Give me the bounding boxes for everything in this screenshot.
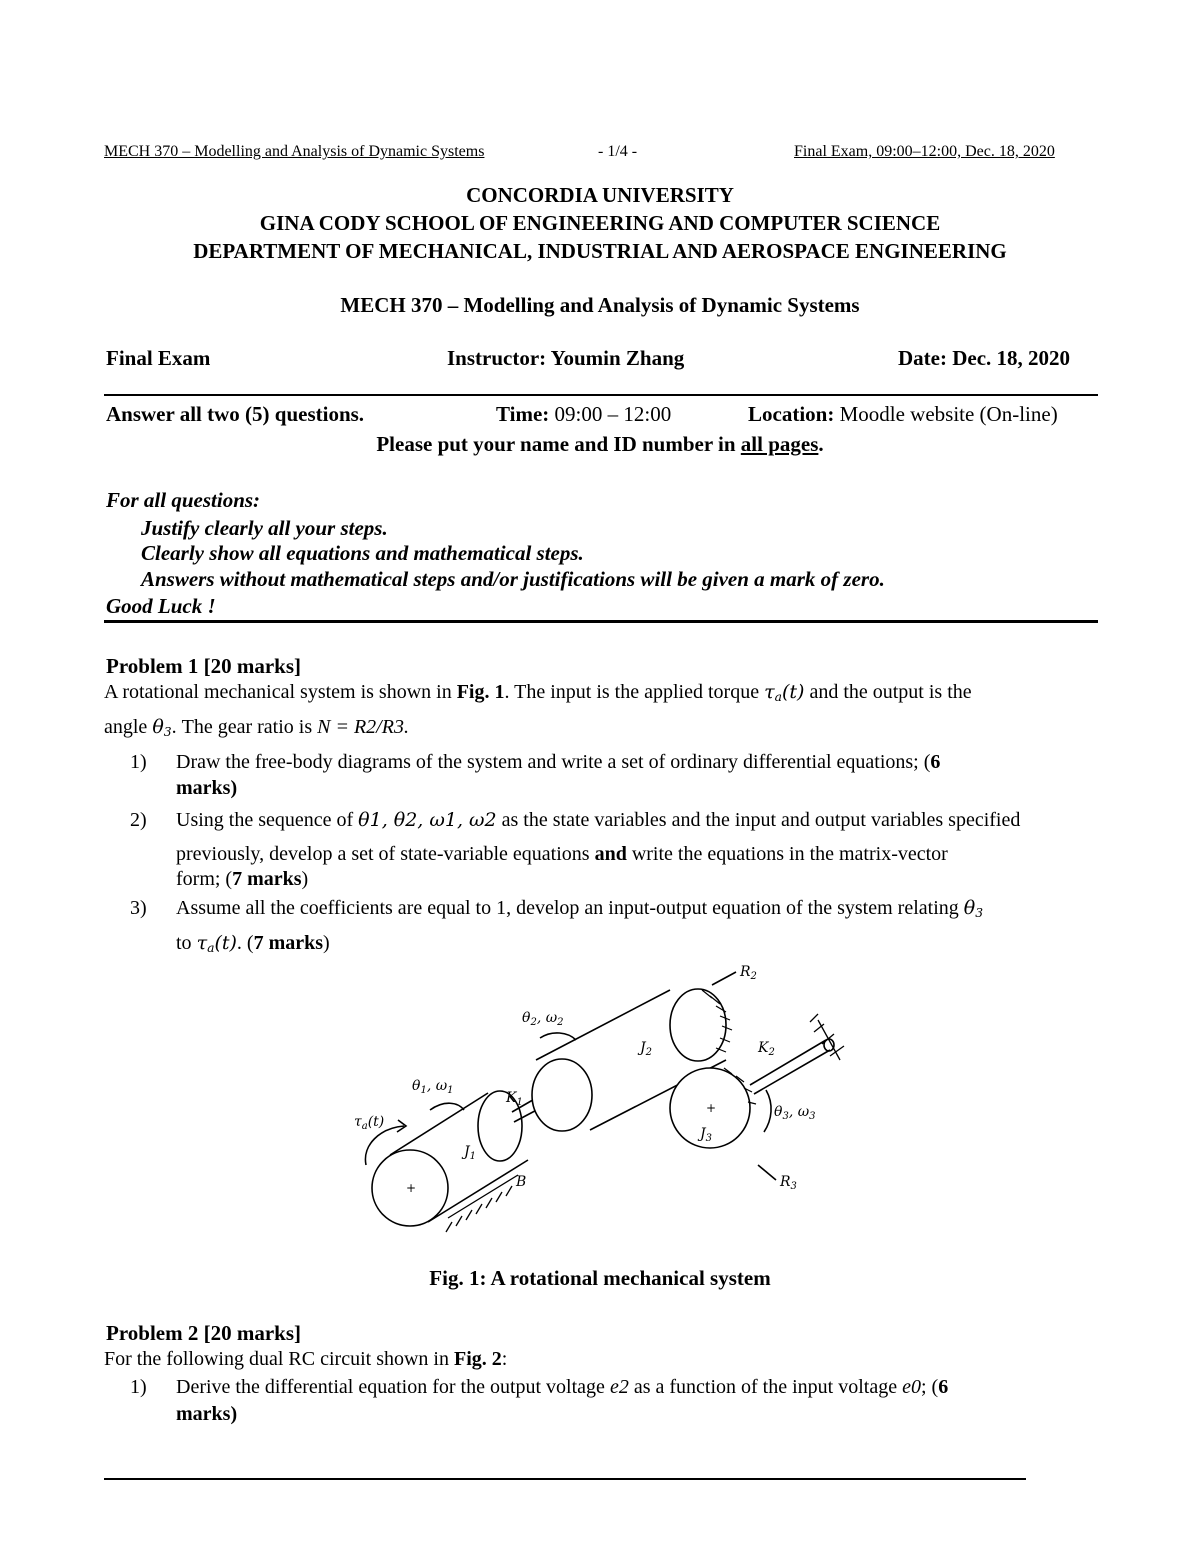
header-course: MECH 370 – Modelling and Analysis of Dynamic Systems: [104, 143, 485, 160]
label-tau: $\tau_a(t)$: [354, 1114, 385, 1132]
figure-1-caption: Fig. 1: A rotational mechanical system: [429, 1266, 771, 1290]
problem1-intro-line2: angle $\theta_3$. The gear ratio is N = R2/R3.: [104, 716, 409, 740]
svg-text:+: +: [706, 1101, 717, 1115]
problem2-title: Problem 2 [20 marks]: [106, 1321, 301, 1345]
course-title: MECH 370 – Modelling and Analysis of Dynamic Systems: [340, 293, 860, 317]
exam-time: [496, 402, 671, 427]
label-theta1: $\theta_1$, $\omega_1$: [412, 1078, 454, 1096]
header-exam-time: Final Exam, 09:00–12:00, Dec. 18, 2020: [794, 143, 1055, 160]
problem1-item2-line2: previously, develop a set of state-variable equations and write the equations in the matrix-vector: [176, 843, 948, 865]
header-page-number: - 1/4 -: [598, 143, 638, 160]
problem1-item1-line1: Draw the free-body diagrams of the system and write a set of ordinary differential equations; (6: [176, 751, 941, 773]
answer-all-note: Answer all two (5) questions.: [106, 402, 365, 426]
problem1-item3-line2: to $\tau_a(t)$. (7 marks): [176, 932, 330, 956]
r2-pointer: [712, 972, 736, 985]
theta2-arrow: [540, 1033, 576, 1040]
instruction-line: Answers without mathematical steps and/or justifications will be given a mark of zero.: [141, 567, 885, 591]
label-j1: $J_1$: [464, 1144, 476, 1162]
label-k2: $K_2$: [758, 1040, 775, 1058]
footer-rule: [104, 1478, 1026, 1480]
figure-1-diagram: [340, 960, 860, 1260]
problem2-item1-line2: marks): [176, 1403, 238, 1425]
item-number: 1): [130, 751, 147, 773]
instruction-line: Clearly show all equations and mathematical steps.: [141, 541, 584, 565]
good-luck: Good Luck !: [106, 594, 216, 618]
problem1-intro-line1: A rotational mechanical system is shown in Fig. 1. The input is the applied torque $\tau_a(t)$ and the output is the: [104, 681, 972, 705]
label-theta2: $\theta_2$, $\omega_2$: [522, 1010, 564, 1028]
name-id-note: Please put your name and ID number in all pages.: [376, 432, 824, 456]
label-theta3: $\theta_3$, $\omega_3$: [774, 1104, 816, 1122]
department-name: DEPARTMENT OF MECHANICAL, INDUSTRIAL AND AEROSPACE ENGINEERING: [193, 239, 1007, 263]
instructor: Instructor: Youmin Zhang: [447, 346, 685, 370]
item-number: 3): [130, 897, 147, 919]
time-value: 09:00 – 12:00: [554, 402, 672, 426]
theta3-arrow: [764, 1090, 771, 1132]
exam-type: Final Exam: [106, 346, 211, 370]
instructions-heading: For all questions:: [106, 488, 261, 512]
location-value: Moodle website (On-line): [839, 402, 1058, 426]
j2-back-face: [670, 989, 726, 1061]
instruction-line: Justify clearly all your steps.: [141, 516, 388, 540]
label-k1: $K_1$: [506, 1090, 523, 1108]
item-number: 2): [130, 809, 147, 831]
problem1-item2-line1: Using the sequence of θ1, θ2, ω1, ω2 as the state variables and the input and output variables specified: [176, 809, 1021, 831]
shaft-k2: [754, 1050, 830, 1094]
problem1-item1-line2: marks): [176, 777, 238, 799]
exam-date: Date: Dec. 18, 2020: [898, 346, 1071, 370]
problem1-item3-line1: Assume all the coefficients are equal to 1, develop an input-output equation of the system relating $\theta_3$: [176, 897, 984, 921]
theta1-arrow: [430, 1103, 464, 1110]
divider-instructions: [104, 620, 1098, 623]
item-number: 1): [130, 1376, 147, 1398]
divider-top: [104, 394, 1098, 396]
label-j3: $J_3$: [700, 1126, 712, 1144]
j1-outline: [390, 1093, 488, 1155]
label-r3: $R_3$: [780, 1174, 797, 1192]
j2-front-face: [532, 1059, 592, 1131]
wall-hatching: [810, 1014, 844, 1060]
exam-location: [748, 402, 1058, 427]
problem1-title: Problem 1 [20 marks]: [106, 654, 301, 678]
problem1-item2-line3: form; (7 marks): [176, 868, 309, 890]
school-name: GINA CODY SCHOOL OF ENGINEERING AND COMPUTER SCIENCE: [259, 211, 941, 235]
location-label: Location:: [748, 402, 835, 426]
time-label: Time:: [496, 402, 550, 426]
label-r2: $R_2$: [740, 964, 757, 982]
problem2-item1-line1: Derive the differential equation for the output voltage e2 as a function of the input voltage e0; (6: [176, 1376, 949, 1398]
problem2-intro: For the following dual RC circuit shown in Fig. 2:: [104, 1348, 508, 1370]
university-name: CONCORDIA UNIVERSITY: [466, 183, 734, 207]
svg-text:+: +: [406, 1181, 417, 1195]
label-b: B: [516, 1174, 527, 1190]
label-j2: $J_2$: [640, 1040, 652, 1058]
r3-pointer: [758, 1165, 776, 1180]
